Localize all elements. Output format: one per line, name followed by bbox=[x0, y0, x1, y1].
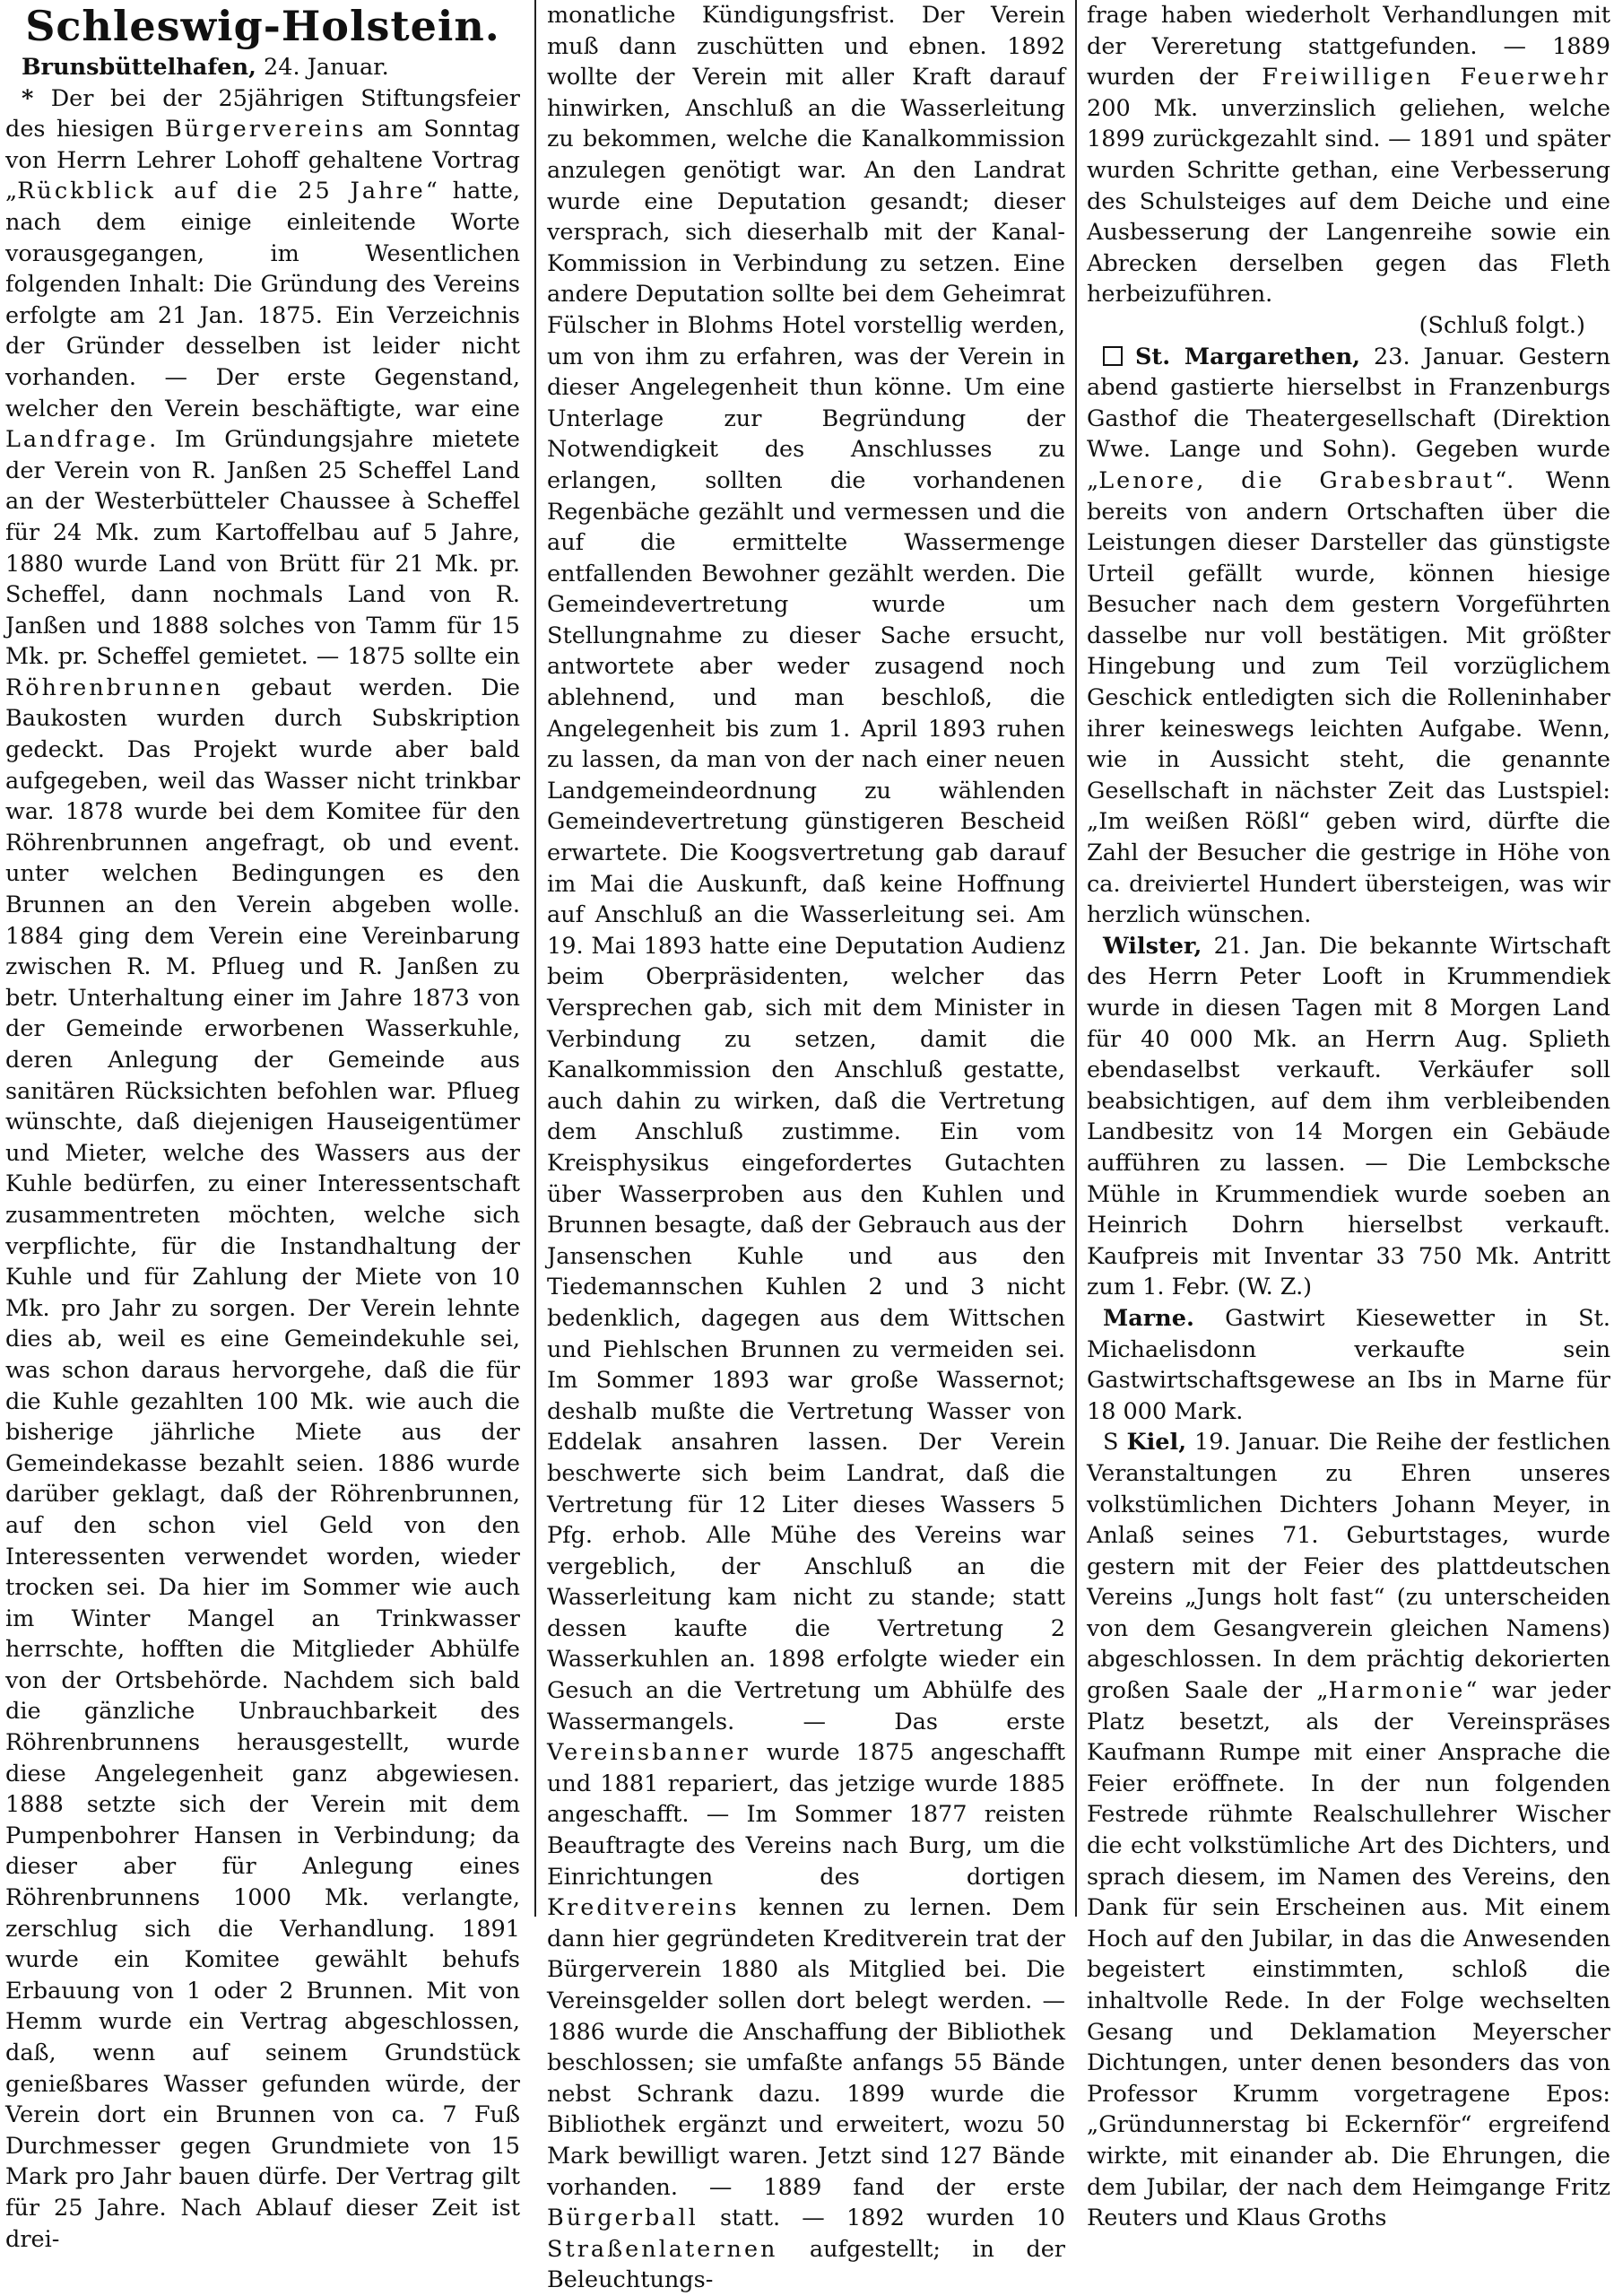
column-2 bbox=[547, 0, 1065, 2294]
spaced-text: Bürgervereins bbox=[165, 116, 367, 144]
column-3 bbox=[1087, 0, 1611, 2232]
dateline-place: Kiel, bbox=[1126, 1429, 1187, 1457]
dateline-date: 19. Januar. bbox=[1186, 1429, 1321, 1457]
dateline-date: 21. Jan. bbox=[1202, 932, 1307, 960]
text-run: Gestern abend gastierte hierselbst in Franzenburgs Gasthof die Theatergesellschaft (Direktion Wwe. Lange und Sohn). Gegeben wurde „ bbox=[1087, 343, 1611, 494]
dateline-date: 24. Januar. bbox=[256, 54, 389, 81]
article-paragraph-continued bbox=[1087, 0, 1610, 310]
spaced-text: Röhrenbrunnen bbox=[5, 674, 223, 701]
text-run: aufgestellt; in der Beleuchtungs- bbox=[547, 2235, 1065, 2294]
text-run: “ hatte, nach dem einige einleitende Worte vorausgegangen, im Wesentlichen folgenden Inhalt: Die Gründung des Vereins erfolgte am 21 Jan. 1875. Ein Verzeichnis der Gründer desselben ist leider nicht vorhanden. — Der erste Gegenstand, welcher den Verein beschäftigte, war eine bbox=[5, 178, 520, 422]
article-marker: S bbox=[1103, 1429, 1127, 1457]
text-run: . Im Gründungsjahre mietete der Verein von R. Janßen 25 Scheffel Land an der Westerbütteler Chaussee à Scheffel für 24 Mk. zum Kartoffelbau auf 5 Jahre, 1880 wurde Land von Brütt für 21 Mk. pr. Scheffel, dann nochmals Land von R. Janßen und 1888 solches von Tamm für 15 Mk. pr. Scheffel gemietet. — 1875 sollte ein bbox=[5, 426, 520, 671]
spaced-text: Vereinsbanner bbox=[547, 1739, 751, 1767]
column-divider bbox=[534, 0, 536, 1917]
column-1 bbox=[5, 0, 520, 2253]
text-run: 200 Mk. unverzinslich geliehen, welche 1899 zurückgezahlt sind. — 1891 und später wurden Schritte gethan, eine Verbesserung des Schulsteiges auf dem Deiche und eine Ausbesserung der Langenreihe sowie ein Abrecken derselben gegen das Fleth herbeizuführen. bbox=[1087, 94, 1610, 309]
spaced-text: Kreditvereins bbox=[547, 1894, 740, 1922]
spaced-text: Harmonie bbox=[1328, 1677, 1466, 1705]
square-marker-icon bbox=[1103, 346, 1123, 366]
spaced-text: Bürgerball bbox=[547, 2205, 699, 2232]
text-run: “ war jeder Platz besetzt, als der Vereinspräses Kaufmann Rumpe mit einer Ansprache die Feier eröffnete. In der nun folgenden Festrede rühmte Realschullehrer Wischer die echt volkstümliche Art des Dichters, und sprach diesem, im Namen des Vereins, den Dank für sein Erscheinen aus. Mit einem Hoch auf den Jubilar, in das die Anwesenden begeistert einstimmten, schloß die inhaltvolle Rede. In der Folge wechselten Gesang und Deklamation Meyerscher Dichtungen, unter denen besonders das von Professor Krumm vorgetragene Epos: „Gründunnerstag bi Eckernför“ ergreifend wirkte, mit einander ab. Die Ehrungen, die dem Jubilar, der nach dem Heimgange Fritz Reuters und Klaus Groths bbox=[1087, 1677, 1610, 2232]
spaced-text: Straßenlaternen bbox=[547, 2235, 778, 2263]
text-run: “. Wenn bereits von andern Ortschaften über die Leistungen dieser Darsteller das günstigste Urteil gefällt wurde, können hiesige Besucher nach dem gestern Vorgeführten dasselbe nur voll bestätigen. Mit größter Hingebung und zum Teil vorzüglichem Geschick entledigten sich die Rolleninhaber ihrer keineswegs leichten Aufgabe. Wenn, wie in Aussicht steht, die genannte Gesellschaft in nächster Zeit das Lustspiel: „Im weißen Rößl“ geben wird, dürfte die Zahl der Besucher die gestrige in Höhe von ca. dreiviertel Hundert übersteigen, was wir herzlich wünschen. bbox=[1087, 466, 1610, 929]
dateline-date: 23. Januar. bbox=[1360, 343, 1506, 370]
dateline-place: Marne. bbox=[1103, 1304, 1194, 1332]
text-run: monatliche Kündigungsfrist. Der Verein muß dann zuschütten und ebnen. 1892 wollte der Verein mit aller Kraft darauf hinwirken, Anschluß an die Wasserleitung zu bekommen, welche die Kanalkommission anzulegen genötigt war. An den Landrat wurde eine Deputation gesandt; dieser versprach, sich dieserhalb mit der Kanal-Kommission in Verbindung zu setzen. Eine andere Deputation sollte bei dem Geheimrat Fülscher in Blohms Hotel vorstellig werden, um von ihm zu erfahren, was der Verein in dieser Angelegenheit thun könne. Um eine Unterlage zur Begründung der Notwendigkeit des Anschlusses zu erlangen, sollten die vorhandenen Regenbäche gezählt und vermessen und die auf die ermittelte Wassermenge entfallenden Bewohner gezählt werden. Die Gemeindevertretung wurde um Stellungnahme zu dieser Sache ersucht, antwortete aber weder zusagend noch ablehnend, und man beschloß, die Angelegenheit bis zum 1. April 1893 ruhen zu lassen, da man von der nach einer neuen Landgemeindeordnung zu wählenden Gemeindevertretung günstigeren Bescheid erwartete. Die Koogsvertretung gab darauf im Mai die Auskunft, daß keine Hoffnung auf Anschluß an die Wasserleitung sei. Am 19. Mai 1893 hatte eine Deputation Audienz beim Oberpräsidenten, welcher das Versprechen gab, sich mit dem Minister in Verbindung zu setzen, damit die Kanalkommission den Anschluß gestatte, auch dahin zu wirken, daß die Vertretung dem Anschluß zustimme. Ein vom Kreisphysikus eingefordertes Gutachten über Wasserproben aus den Kuhlen und Brunnen besagte, daß der Gebrauch aus der Jansenschen Kuhle und aus den Tiedemannschen Kuhlen 2 und 3 nicht bedenklich, dagegen aus dem Wittschen und Piehlschen Brunnen zu vermeiden sei. Im Sommer 1893 war große Wassernot; deshalb mußte die Vertretung Wasser von Eddelak ansahren lassen. Der Verein beschwerte sich beim Landrat, daß die Vertretung für 12 Liter dieses Wassers 5 Pfg. erhob. Alle Mühe des Vereins war vergeblich, der Anschluß an die Wasserleitung kam nicht zu stande; statt dessen kaufte die Vertretung 2 Wasserkuhlen an. 1898 erfolgte wieder ein Gesuch an die Vertretung um Abhülfe des Wassermangels. — Das erste bbox=[547, 2, 1065, 1735]
dateline-place: St. Margarethen, bbox=[1135, 343, 1360, 370]
section-title: Schleswig-Holstein. bbox=[25, 2, 500, 50]
continuation-note: (Schluß folgt.) bbox=[1419, 311, 1585, 339]
dateline-place: Wilster, bbox=[1103, 932, 1202, 960]
text-run: statt. — 1892 wurden 10 bbox=[698, 2205, 1065, 2232]
text-run: Gastwirt Kiesewetter in St. Michaelisdonn verkaufte sein Gastwirtschaftsgewese an Ibs in Marne für 18 000 Mark. bbox=[1087, 1304, 1610, 1425]
text-run: kennen zu lernen. Dem dann hier gegründeten Kreditverein trat der Bürgerverein 1880 als Mitglied bei. Die Vereinsgelder sollen dort belegt werden. — 1886 wurde die Anschaffung der Bibliothek beschlossen; sie umfaßte anfangs 55 Bände nebst Schrank dazu. 1899 wurde die Bibliothek ergänzt und erweitert, wozu 50 Mark bewilligt waren. Jetzt sind 127 Bände vorhanden. — 1889 fand der erste bbox=[547, 1894, 1065, 2201]
article-brunsbuettel-start bbox=[5, 52, 520, 83]
dateline-place: Brunsbüttelhafen, bbox=[22, 54, 256, 81]
text-run: Die Reihe der festlichen Veranstaltungen zu Ehren unseres volkstümlichen Dichters Johann Meyer, in Anlaß seines 71. Geburtstages, wurde gestern mit der Feier des plattdeutschen Vereins „Jungs holt fast“ (zu unterscheiden von dem Gesangverein gleichen Namens) abgeschlossen. In dem prächtig dekorierten großen Saale der „ bbox=[1087, 1429, 1611, 1705]
article-wilster bbox=[1087, 931, 1610, 1303]
text-run: frage haben wiederholt Verhandlungen mit der Vereretung stattgefunden. — 1889 wurden der bbox=[1087, 2, 1610, 91]
article-paragraph bbox=[5, 83, 520, 2256]
text-run: gebaut werden. Die Baukosten wurden durch Subskription gedeckt. Das Projekt wurde aber bald aufgegeben, weil das Wasser nicht trinkbar war. 1878 wurde bei dem Komitee für den Röhrenbrunnen angefragt, ob und event. unter welchen Bedingungen es den Brunnen an den Verein abgeben wolle. 1884 ging dem Verein eine Vereinbarung zwischen R. M. Pflueg und R. Janßen zu betr. Unterhaltung einer im Jahre 1873 von der Gemeinde erworbenen Wasserkuhle, deren Anlegung der Gemeinde aus sanitären Rücksichten befohlen war. Pflueg wünschte, daß diejenigen Hauseigentümer und Mieter, welche des Wassers aus der Kuhle bedürfen, zu einer Interessentschaft zusammentreten möchten, welche sich verpflichte, für die Instandhaltung der Kuhle und für Zahlung der Miete von 10 Mk. pro Jahr zu sorgen. Der Verein lehnte dies ab, weil es eine Gemeindekuhle sei, was schon daraus hervorgehe, daß die für die Kuhle gezahlten 100 Mk. wie auch die bisherige jährliche Miete aus der Gemeindekasse bezahlt seien. 1886 wurde darüber geklagt, daß der Röhrenbrunnen, auf den schon viel Geld von den Interessenten verwendet worden, wieder trocken sei. Da hier im Sommer wie auch im Winter Mangel an Trinkwasser herrschte, hofften die Mitglieder Abhülfe von der Ortsbehörde. Nachdem sich bald die gänzliche Unbrauchbarkeit des Röhrenbrunnens herausgestellt, wurde diese Angelegenheit ganz abgewiesen. 1888 setzte sich der Verein mit dem Pumpenbohrer Hansen in Verbindung; da dieser aber für Anlegung eines Röhrenbrunnens 1000 Mk. verlangte, zerschlug sich die Verhandlung. 1891 wurde ein Komitee gewählt behufs Erbauung von 1 oder 2 Brunnen. Mit von Hemm wurde ein Vertrag abgeschlossen, daß, wenn auf seinem Grundstück genießbares Wasser gefunden würde, der Verein dort ein Brunnen von ca. 7 Fuß Durchmesser gegen Grundmiete von 15 Mark pro Jahr bauen dürfe. Der Vertrag gilt für 25 Jahre. Nach Ablauf dieser Zeit ist drei- bbox=[5, 674, 520, 2253]
text-run: am Sonntag von Herrn Lehrer Lohoff gehaltene Vortrag „ bbox=[5, 116, 520, 205]
article-margarethen bbox=[1087, 342, 1610, 931]
column-divider bbox=[1075, 0, 1077, 1917]
article-paragraph-continued bbox=[547, 0, 1065, 2296]
article-kiel bbox=[1087, 1427, 1610, 2233]
article-marne bbox=[1087, 1303, 1610, 1427]
article-marker: * bbox=[22, 84, 51, 112]
spaced-text: Landfrage bbox=[5, 426, 150, 454]
spaced-text: Freiwilligen Feuerwehr bbox=[1262, 64, 1610, 91]
spaced-text: Rückblick auf die 25 Jahre bbox=[17, 178, 426, 205]
text-run: Die bekannte Wirtschaft des Herrn Peter Looft in Krummendiek wurde in diesen Tagen mit 8 Morgen Land für 40 000 Mk. an Herrn Aug. Splieth ebendaselbst verkauft. Verkäufer soll beabsichtigen, auf dem ihm verbleibenden Landbesitz von 14 Morgen ein Gebäude aufführen zu lassen. — Die Lembcksche Mühle in Krummendiek wurde soeben an Heinrich Dohrn hierselbst verkauft. Kaufpreis mit Inventar 33 750 Mk. Antritt zum 1. Febr. (W. Z.) bbox=[1087, 932, 1610, 1301]
text-run: wurde 1875 angeschafft und 1881 repariert, das jetzige wurde 1885 angeschafft. — Im Sommer 1877 reisten Beauftragte des Vereins nach Burg, um die Einrichtungen des dortigen bbox=[547, 1739, 1065, 1891]
text-run: Der bei der 25jährigen Stiftungsfeier des hiesigen bbox=[5, 84, 520, 144]
spaced-text: Lenore, die Grabesbraut bbox=[1098, 466, 1496, 494]
